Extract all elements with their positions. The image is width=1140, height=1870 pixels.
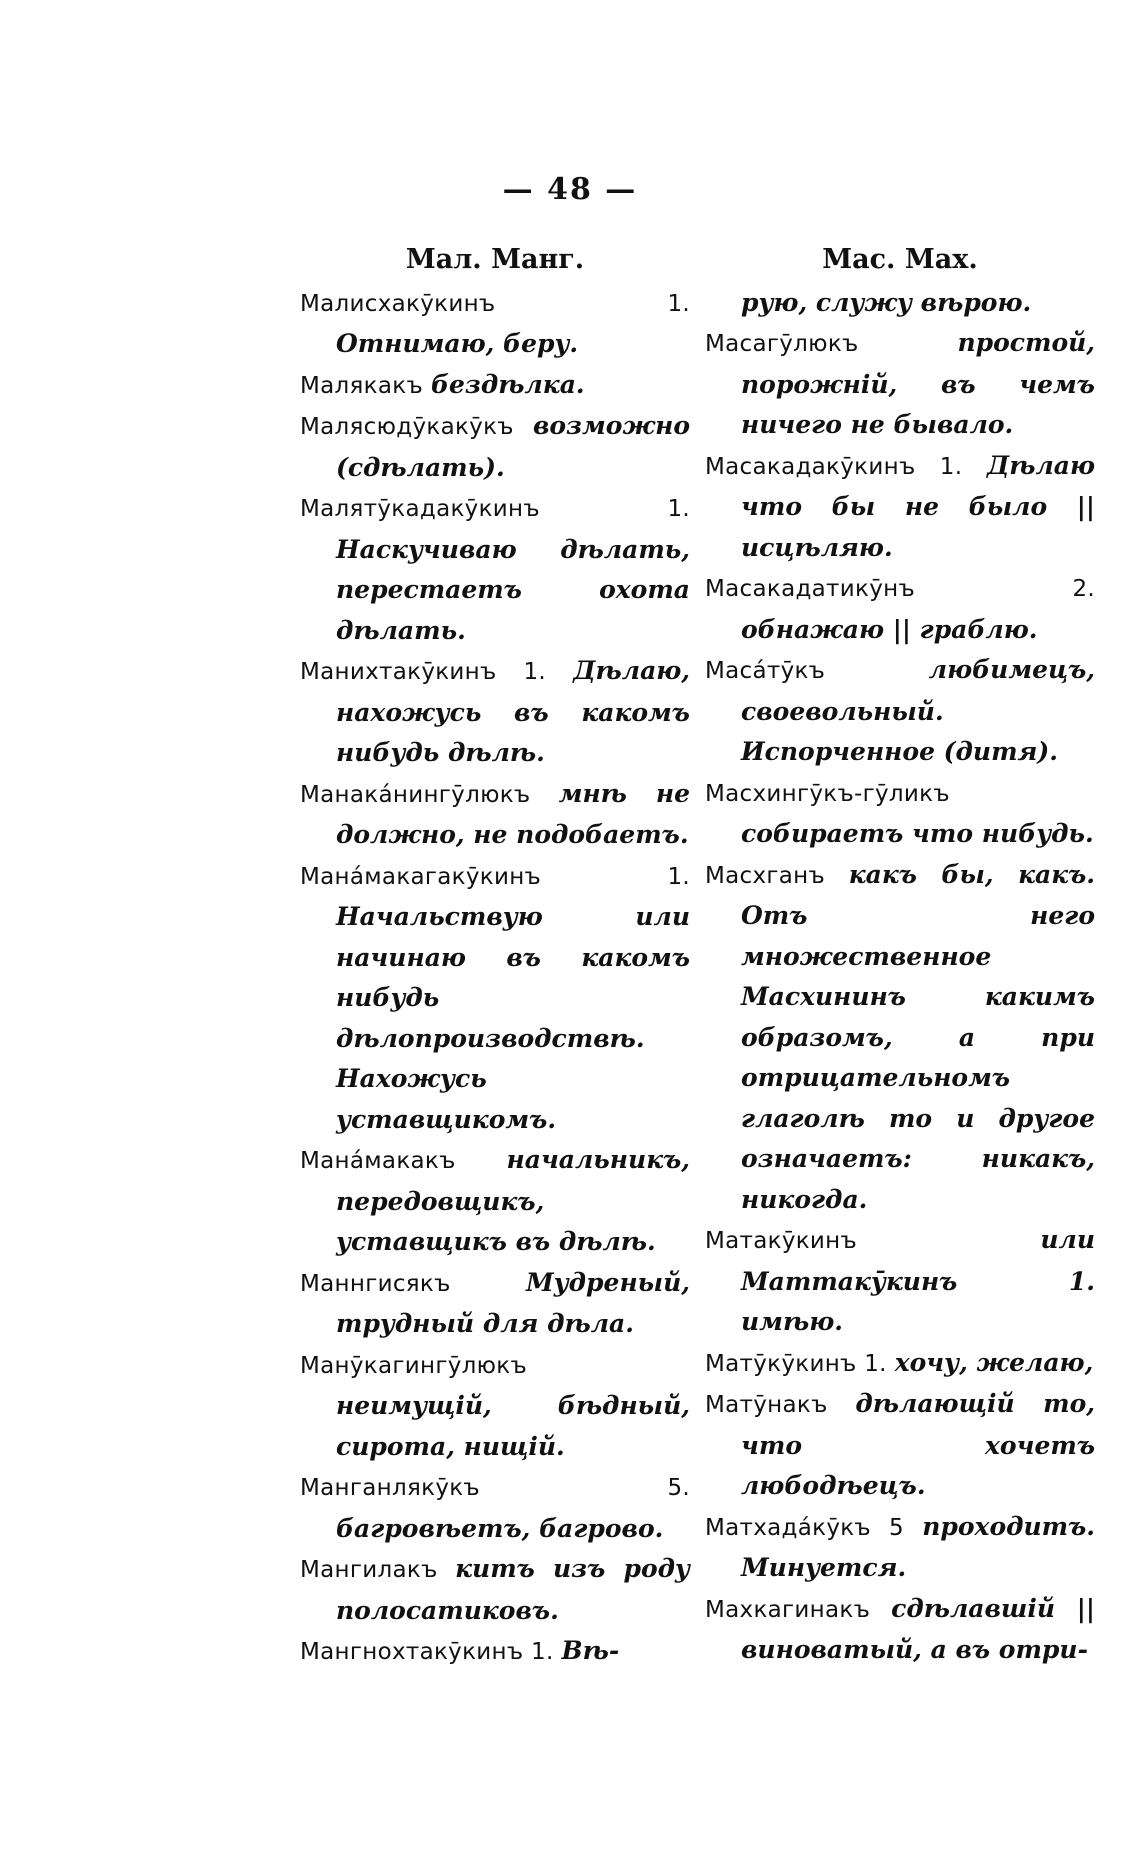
dictionary-entry (705, 650, 1095, 773)
entry-headword: Малисхакӯкинъ 1. (300, 290, 690, 317)
page-number: — 48 — (502, 172, 638, 207)
dictionary-entry (300, 1345, 690, 1468)
right-column-header: Мас. Мах. (822, 244, 978, 275)
entry-definition: простой, порожній, въ чемъ ничего не бывало. (741, 328, 1095, 439)
entry-headword: Матакӯкинъ (705, 1228, 858, 1254)
entry-headword: Маниxтакӯкинъ 1. (300, 659, 547, 685)
dictionary-entry (300, 1549, 690, 1631)
dictionary-entry (705, 1384, 1095, 1507)
entry-definition: неимущій, бѣдный, сирота, нищій. (336, 1391, 690, 1461)
entry-headword: Манакáнингӯлюкъ (300, 781, 531, 808)
entry-headword: Манáмакакъ (300, 1148, 456, 1174)
dictionary-entry (705, 446, 1095, 569)
dictionary-entry (705, 1220, 1095, 1343)
dictionary-entry (705, 855, 1095, 1221)
dictionary-entry (300, 283, 690, 365)
entry-definition: какъ бы, какъ. Отъ него множественное Масхининъ какимъ образомъ, а при отрицательномъ глаголѣ то и другое означаетъ: никакъ, никогда. (741, 859, 1095, 1214)
entry-definition: мнѣ не должно, не подобаетъ. (336, 778, 691, 849)
entry-definition: бездѣлка. (430, 369, 585, 399)
entry-definition: собираетъ что нибудь. (741, 819, 1094, 848)
entry-definition: китъ изъ роду полосатиковъ. (336, 1554, 690, 1625)
entry-headword: Масакадатикӯнъ 2. (705, 576, 1095, 602)
dictionary-entry (300, 365, 690, 407)
entry-headword: Масагӯлюкъ (705, 331, 859, 357)
dictionary-entry (705, 1589, 1095, 1671)
dictionary-entry (300, 651, 690, 774)
dictionary-entry (705, 773, 1095, 855)
entry-headword: Матхадáкӯкъ 5 (705, 1514, 904, 1541)
left-column-header: Мал. Манг. (405, 244, 585, 275)
entry-headword: Мангилакъ (300, 1557, 438, 1583)
dictionary-entry (300, 406, 690, 488)
entry-definition: Мудреный, трудный для дѣла. (336, 1267, 690, 1338)
left-column (300, 240, 690, 1673)
entry-definition: сдѣлавшій || виноватый, а въ отри- (741, 1593, 1095, 1664)
entry-definition: Дѣлаю, нахожусь въ какомъ нибудь дѣлѣ. (336, 656, 691, 767)
entry-definition: или Маттакӯкинъ 1. имѣю. (741, 1225, 1095, 1336)
dictionary-entry (300, 856, 690, 1141)
entry-headword: Манáмакагакӯкинъ 1. (300, 863, 690, 890)
entry-headword: Масхганъ (705, 862, 826, 889)
entry-headword: Малятӯкадакӯкинъ 1. (300, 496, 690, 522)
entry-headword: Манӯкагингӯлюкъ (300, 1352, 528, 1379)
entry-definition: Начальствую или начинаю въ какомъ нибудь дѣлопроизводствѣ. Нахожусь уставщикомъ. (336, 902, 690, 1134)
entry-definition: Наскучиваю дѣлать, перестаетъ охота дѣлать. (336, 534, 690, 645)
entry-definition: проходитъ. Минуется. (741, 1511, 1096, 1582)
dictionary-entry (705, 568, 1095, 650)
entry-definition: обнажаю || граблю. (741, 614, 1038, 644)
dictionary-entry (300, 1263, 690, 1345)
dictionary-entry (300, 1631, 690, 1673)
dictionary-entry (300, 1467, 690, 1549)
entry-headword: Манганлякӯкъ 5. (300, 1475, 690, 1501)
entry-headword: Масакадакӯкинъ 1. (705, 453, 963, 480)
entry-definition: Отнимаю, беру. (336, 329, 579, 358)
entry-headword: Малякакъ (300, 372, 424, 399)
entry-headword: Масхингӯкъ-гӯликъ (705, 780, 950, 807)
entry-headword: Мангнохтакӯкинъ 1. (300, 1639, 554, 1665)
right-column (705, 240, 1095, 1671)
entry-definition: хочу, желаю, (894, 1347, 1094, 1377)
left-entries (300, 283, 690, 1673)
entry-definition: любимецъ, своевольный. Испорченное (дитя). (741, 655, 1095, 766)
entry-headword: Махкагинакъ (705, 1596, 871, 1623)
dictionary-entry (300, 1140, 690, 1263)
entry-headword: Матӯкӯкинъ 1. (705, 1350, 887, 1377)
dictionary-entry (300, 774, 690, 856)
dictionary-entry (300, 488, 690, 651)
entry-definition: начальникъ, передовщикъ, уставщикъ въ дѣлѣ. (336, 1145, 690, 1256)
continuation-line (705, 283, 1095, 324)
entry-headword: Матӯнакъ (705, 1392, 828, 1418)
entry-definition: дѣлающій то, что хочетъ любодѣецъ. (741, 1389, 1095, 1500)
dictionary-entry (705, 1343, 1095, 1385)
continuation-text: рую, служу вѣрою. (741, 287, 1032, 317)
dictionary-entry (705, 323, 1095, 446)
entry-headword: Масáтӯкъ (705, 658, 826, 684)
entry-definition: Вѣ- (561, 1636, 620, 1665)
entry-definition: багровѣетъ, багрово. (336, 1513, 664, 1543)
entry-headword: Малясюдӯкакӯкъ (300, 414, 514, 440)
entry-headword: Маннгисякъ (300, 1270, 451, 1297)
entry-definition: Дѣлаю что бы не было || исцѣляю. (741, 450, 1095, 562)
entry-definition: возможно (сдѣлать). (336, 411, 690, 482)
dictionary-entry (705, 1507, 1095, 1589)
right-entries (705, 323, 1095, 1671)
